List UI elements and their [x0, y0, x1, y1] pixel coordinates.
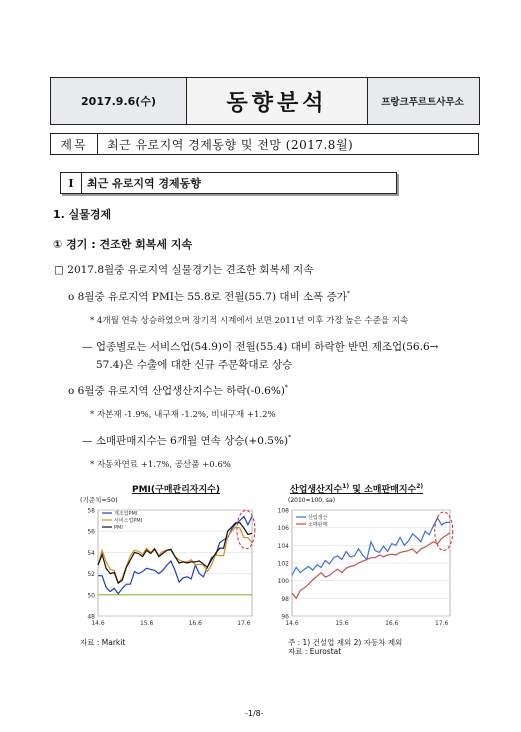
paragraph-5-text: — 소매판매지수는 6개월 연속 상승(+0.5%) [82, 435, 289, 447]
note-1: * 4개월 연속 상승하였으며 장기적 시계에서 보면 2011년 이후 가장 높은 수준을 지속 [90, 316, 409, 326]
legend-label: PMI [114, 525, 123, 531]
production-chart-title-part2: 및 소매판매지수 [349, 485, 417, 495]
y-tick-label: 108 [277, 507, 289, 515]
x-tick-label: 17.6 [237, 620, 251, 627]
paragraph-1: □ 2017.8월중 유로지역 실물경기는 견조한 회복세 지속 [54, 264, 314, 276]
report-date: 2017.9.6(수) [81, 95, 156, 108]
paragraph-3b: 57.4)은 수출에 대한 신규 주문확대로 상승 [96, 359, 293, 371]
production-chart-unit: (2010=100, sa) [288, 497, 336, 504]
y-tick-label: 100 [277, 578, 289, 586]
y-tick-label: 98 [281, 595, 289, 603]
production-chart-title-sup1: 1) [342, 483, 350, 490]
production-chart-title-sup2: 2) [416, 483, 424, 490]
y-tick-label: 102 [277, 560, 289, 568]
report-title: 동향분석 [186, 78, 368, 124]
pmi-chart-title: PMI(구매관리자지수) [132, 485, 220, 495]
production-chart-title-part1: 산업생산지수 [290, 485, 343, 495]
paragraph-4 [68, 383, 288, 398]
pmi-chart-source: 자료 : Markit [80, 638, 126, 647]
section-number: I [61, 173, 82, 193]
x-tick-label: 16.6 [385, 620, 399, 627]
y-tick-label: 54 [87, 549, 95, 557]
section-title: 최근 유로지역 경제동향 [87, 177, 201, 190]
legend-label: 서비스업PMI [114, 518, 143, 524]
y-tick-label: 96 [281, 613, 289, 621]
page-number: -1/8- [245, 709, 264, 718]
production-chart-title [290, 482, 423, 495]
legend-label: 소매판매 [308, 522, 328, 528]
y-tick-label: 52 [87, 571, 95, 579]
x-tick-label: 15.6 [335, 620, 349, 627]
header-banner [50, 77, 480, 125]
y-tick-label: 104 [277, 542, 289, 550]
subject-text: 최근 유로지역 경제동향 및 전망 (2017.8월) [107, 137, 354, 152]
y-tick-label: 106 [277, 525, 289, 533]
y-tick-label: 50 [87, 592, 95, 600]
paragraph-2 [68, 289, 350, 304]
production-chart-note: 주 : 1) 건설업 제외 2) 자동차 제외 [288, 638, 403, 647]
subject-label: 제목 [51, 134, 98, 154]
note-2: * 자본재 -1.9%, 내구재 -1.2%, 비내구재 +1.2% [90, 410, 276, 420]
subheading-real-economy: 1. 실물경제 [53, 208, 112, 221]
office-name: 프랑크푸르트사무소 [381, 97, 464, 108]
legend-label: 산업생산 [308, 515, 328, 521]
subheading-economy: ① 경기 : 견조한 회복세 지속 [53, 238, 193, 251]
paragraph-5 [82, 433, 291, 448]
pmi-chart-unit: (기준치=50) [80, 496, 118, 504]
x-tick-label: 15.6 [139, 620, 154, 627]
y-tick-label: 56 [87, 528, 95, 536]
production-chart [272, 504, 458, 630]
y-tick-label: 58 [87, 507, 95, 515]
x-tick-label: 16.6 [188, 620, 202, 627]
subject-row [50, 133, 479, 155]
paragraph-4-text: o 6월중 유로지역 산업생산지수는 하락(-0.6%) [68, 385, 285, 397]
production-chart-source: 자료 : Eurostat [288, 647, 342, 656]
x-tick-label: 14.6 [91, 620, 105, 627]
legend-label: 제조업PMI [114, 511, 138, 517]
x-tick-label: 14.6 [285, 620, 299, 627]
footnote-mark: * [284, 384, 288, 392]
y-tick-label: 48 [87, 613, 95, 621]
x-tick-label: 17.6 [435, 620, 449, 627]
section-heading-box [60, 172, 397, 194]
note-3: * 자동차연료 +1.7%, 공산품 +0.6% [90, 460, 231, 470]
footnote-mark: * [346, 290, 350, 298]
paragraph-3a: — 업종별로는 서비스업(54.9)이 전월(55.4) 대비 하락한 반면 제조업(56.6→ [82, 341, 439, 353]
paragraph-2-text: o 8월중 유로지역 PMI는 55.8로 전월(55.7) 대비 소폭 증가 [68, 291, 347, 303]
footnote-mark: * [288, 434, 292, 442]
pmi-chart [78, 504, 260, 630]
